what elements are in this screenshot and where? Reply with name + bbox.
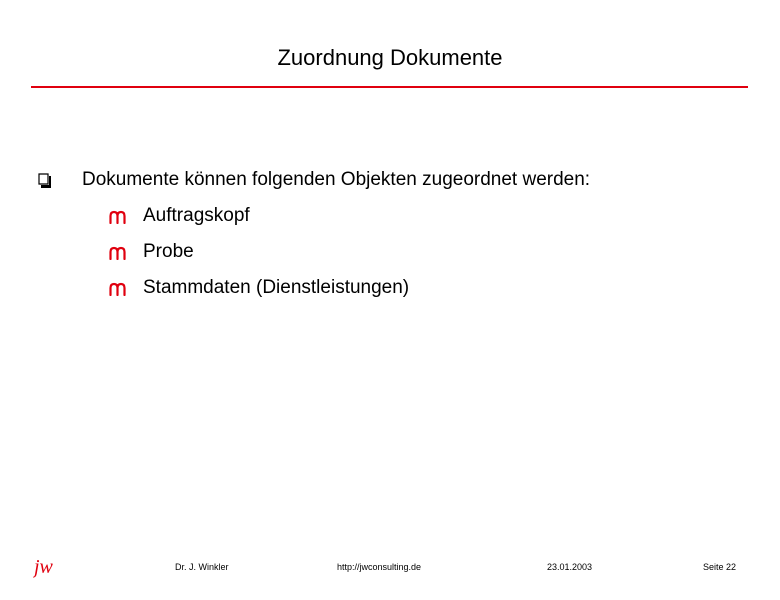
sub-bullet-item — [0, 275, 780, 301]
sub-bullet-item — [0, 203, 780, 229]
svg-text:jw: jw — [34, 556, 53, 578]
slide-title: Zuordnung Dokumente — [277, 45, 503, 70]
sub-bullet-text: Probe — [143, 241, 194, 262]
main-bullet-text: Dokumente können folgenden Objekten zugeordnet werden: — [82, 169, 591, 190]
jw-logo — [33, 556, 57, 580]
sub-bullet-item — [0, 239, 780, 265]
square-bullet-icon — [38, 173, 52, 189]
slide-footer — [0, 556, 780, 586]
footer-page-number: Seite 22 — [703, 562, 737, 572]
main-bullet — [0, 167, 780, 193]
title-divider — [31, 86, 748, 88]
round-bullet-icon — [109, 210, 126, 224]
sub-bullet-text: Auftragskopf — [143, 205, 250, 226]
round-bullet-icon — [109, 282, 126, 296]
footer-date: 23.01.2003 — [547, 562, 593, 572]
footer-url: http://jwconsulting.de — [337, 562, 422, 572]
footer-author: Dr. J. Winkler — [175, 562, 229, 572]
round-bullet-icon — [109, 246, 126, 260]
sub-bullet-text: Stammdaten (Dienstleistungen) — [143, 277, 410, 298]
